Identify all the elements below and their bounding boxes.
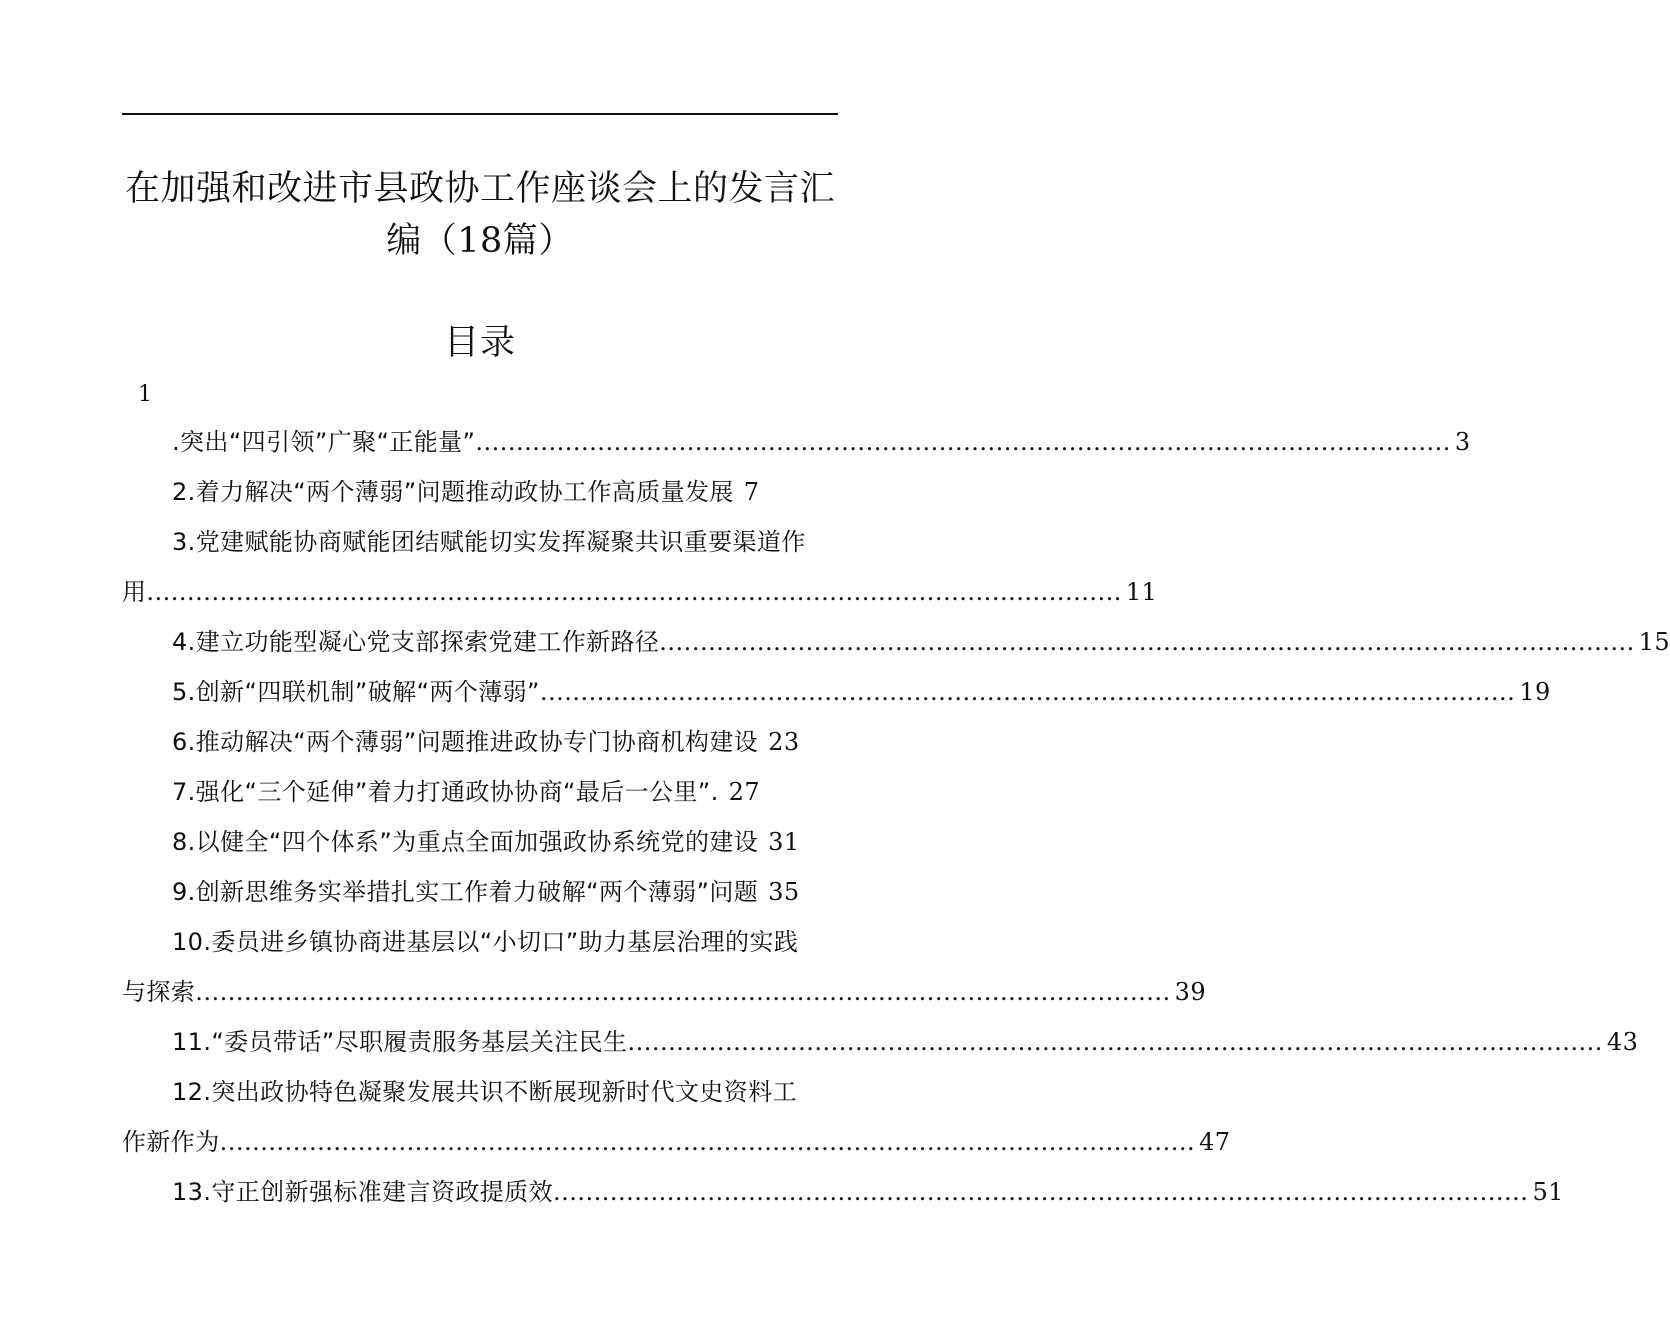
toc-entry-title: 12.突出政协特色凝聚发展共识不断展现新时代文史资料工 [172,1078,797,1106]
toc-entry-page: 15 [1638,628,1670,656]
toc-leader-dots: ........................................................................................................................ [195,978,1171,1006]
toc-leader-dots: ........................................................................................................................ [475,428,1451,456]
toc-leader-dots: ........................................................................................................................ [146,578,1122,606]
toc-entry-page: 7 [743,478,760,506]
stray-number: 1 [138,382,152,407]
toc-entry-8[interactable] [172,825,800,859]
toc-entry-4[interactable] [172,625,1670,659]
toc-entry-title: 2.着力解决“两个薄弱”问题推动政协工作高质量发展 [172,478,734,506]
toc-entry-page: 51 [1532,1178,1564,1206]
toc-entry-1[interactable] [172,425,1471,459]
toc-entry-5[interactable] [172,675,1551,709]
toc-entry-12-continued[interactable] [122,1125,1231,1159]
title-count: 18 [457,221,503,261]
toc-entry-11[interactable] [172,1025,1639,1059]
toc-entry-page: 31 [768,828,800,856]
toc-entry-title-continued: 与探索 [122,978,196,1006]
toc-entry-title: 5.创新“四联机制”破解“两个薄弱” [172,678,540,706]
toc-entry-title-continued: 作新作为 [122,1128,220,1156]
toc-entry-title: 10.委员进乡镇协商进基层以“小切口”助力基层治理的实践 [172,928,799,956]
toc-entry-title: 11.“委员带话”尽职履责服务基层关注民生 [172,1028,628,1056]
toc-entry-page: 39 [1174,978,1207,1006]
toc-leader-dots: ........................................................................................................................ [659,628,1635,656]
toc-heading: 目录 [443,323,516,363]
toc-entry-title: 4.建立功能型凝心党支部探索党建工作新路径 [172,628,660,656]
toc-entry-3-continued[interactable] [122,575,1158,609]
toc-entry-page: 3 [1454,428,1471,456]
toc-entry-title: 3.党建赋能协商赋能团结赋能切实发挥凝聚共识重要渠道作 [172,528,806,556]
toc-leader-dots: ........................................................................................................................ [627,1028,1603,1056]
toc-entry-title: 6.推动解决“两个薄弱”问题推进政协专门协商机构建设 [172,728,759,756]
toc-entry-2[interactable] [172,475,784,509]
toc-entry-page: 23 [768,728,800,756]
toc-entry-10-continued[interactable] [122,975,1207,1009]
toc-entry-title: 13.守正创新强标准建言资政提质效 [172,1178,553,1206]
toc-entry-title: 7.强化“三个延伸”着力打通政协协商“最后一公里”. [172,778,719,806]
toc-entry-6[interactable] [172,725,800,759]
toc-entry-title: .突出“四引领”广聚“正能量” [172,428,476,456]
toc-leader-dots: ........................................................................................................................ [552,1178,1529,1206]
title-line-1: 在加强和改进市县政协工作座谈会上的发言汇 [124,169,835,209]
toc-entry-title: 9.创新思维务实举措扎实工作着力破解“两个薄弱”问题 [172,878,759,906]
toc-entry-page: 19 [1519,678,1551,706]
toc-entry-page: 43 [1606,1028,1639,1056]
toc-leader-dots: ........................................................................................................................ [219,1128,1196,1156]
toc-entry-page: 47 [1199,1128,1231,1156]
toc-entry-9[interactable] [172,875,800,909]
toc-leader-dots: ........................................................................................................................ [539,678,1516,706]
title-line-2-post: 篇） [502,221,574,261]
toc-entry-13[interactable] [172,1175,1564,1209]
toc-entry-page: 11 [1125,578,1158,606]
toc-entry-title: 8.以健全“四个体系”为重点全面加强政协系统党的建设 [172,828,759,856]
title-line-2-pre: 编（ [386,221,458,261]
toc-entry-12[interactable] [172,1075,838,1109]
toc-entry-page: 35 [768,878,800,906]
toc-entry-page: 27 [728,778,761,806]
toc-entry-7[interactable] [172,775,784,809]
toc-entry-10[interactable] [172,925,838,959]
toc-entry-title-continued: 用 [122,578,147,606]
toc-entry-3[interactable] [172,525,838,559]
